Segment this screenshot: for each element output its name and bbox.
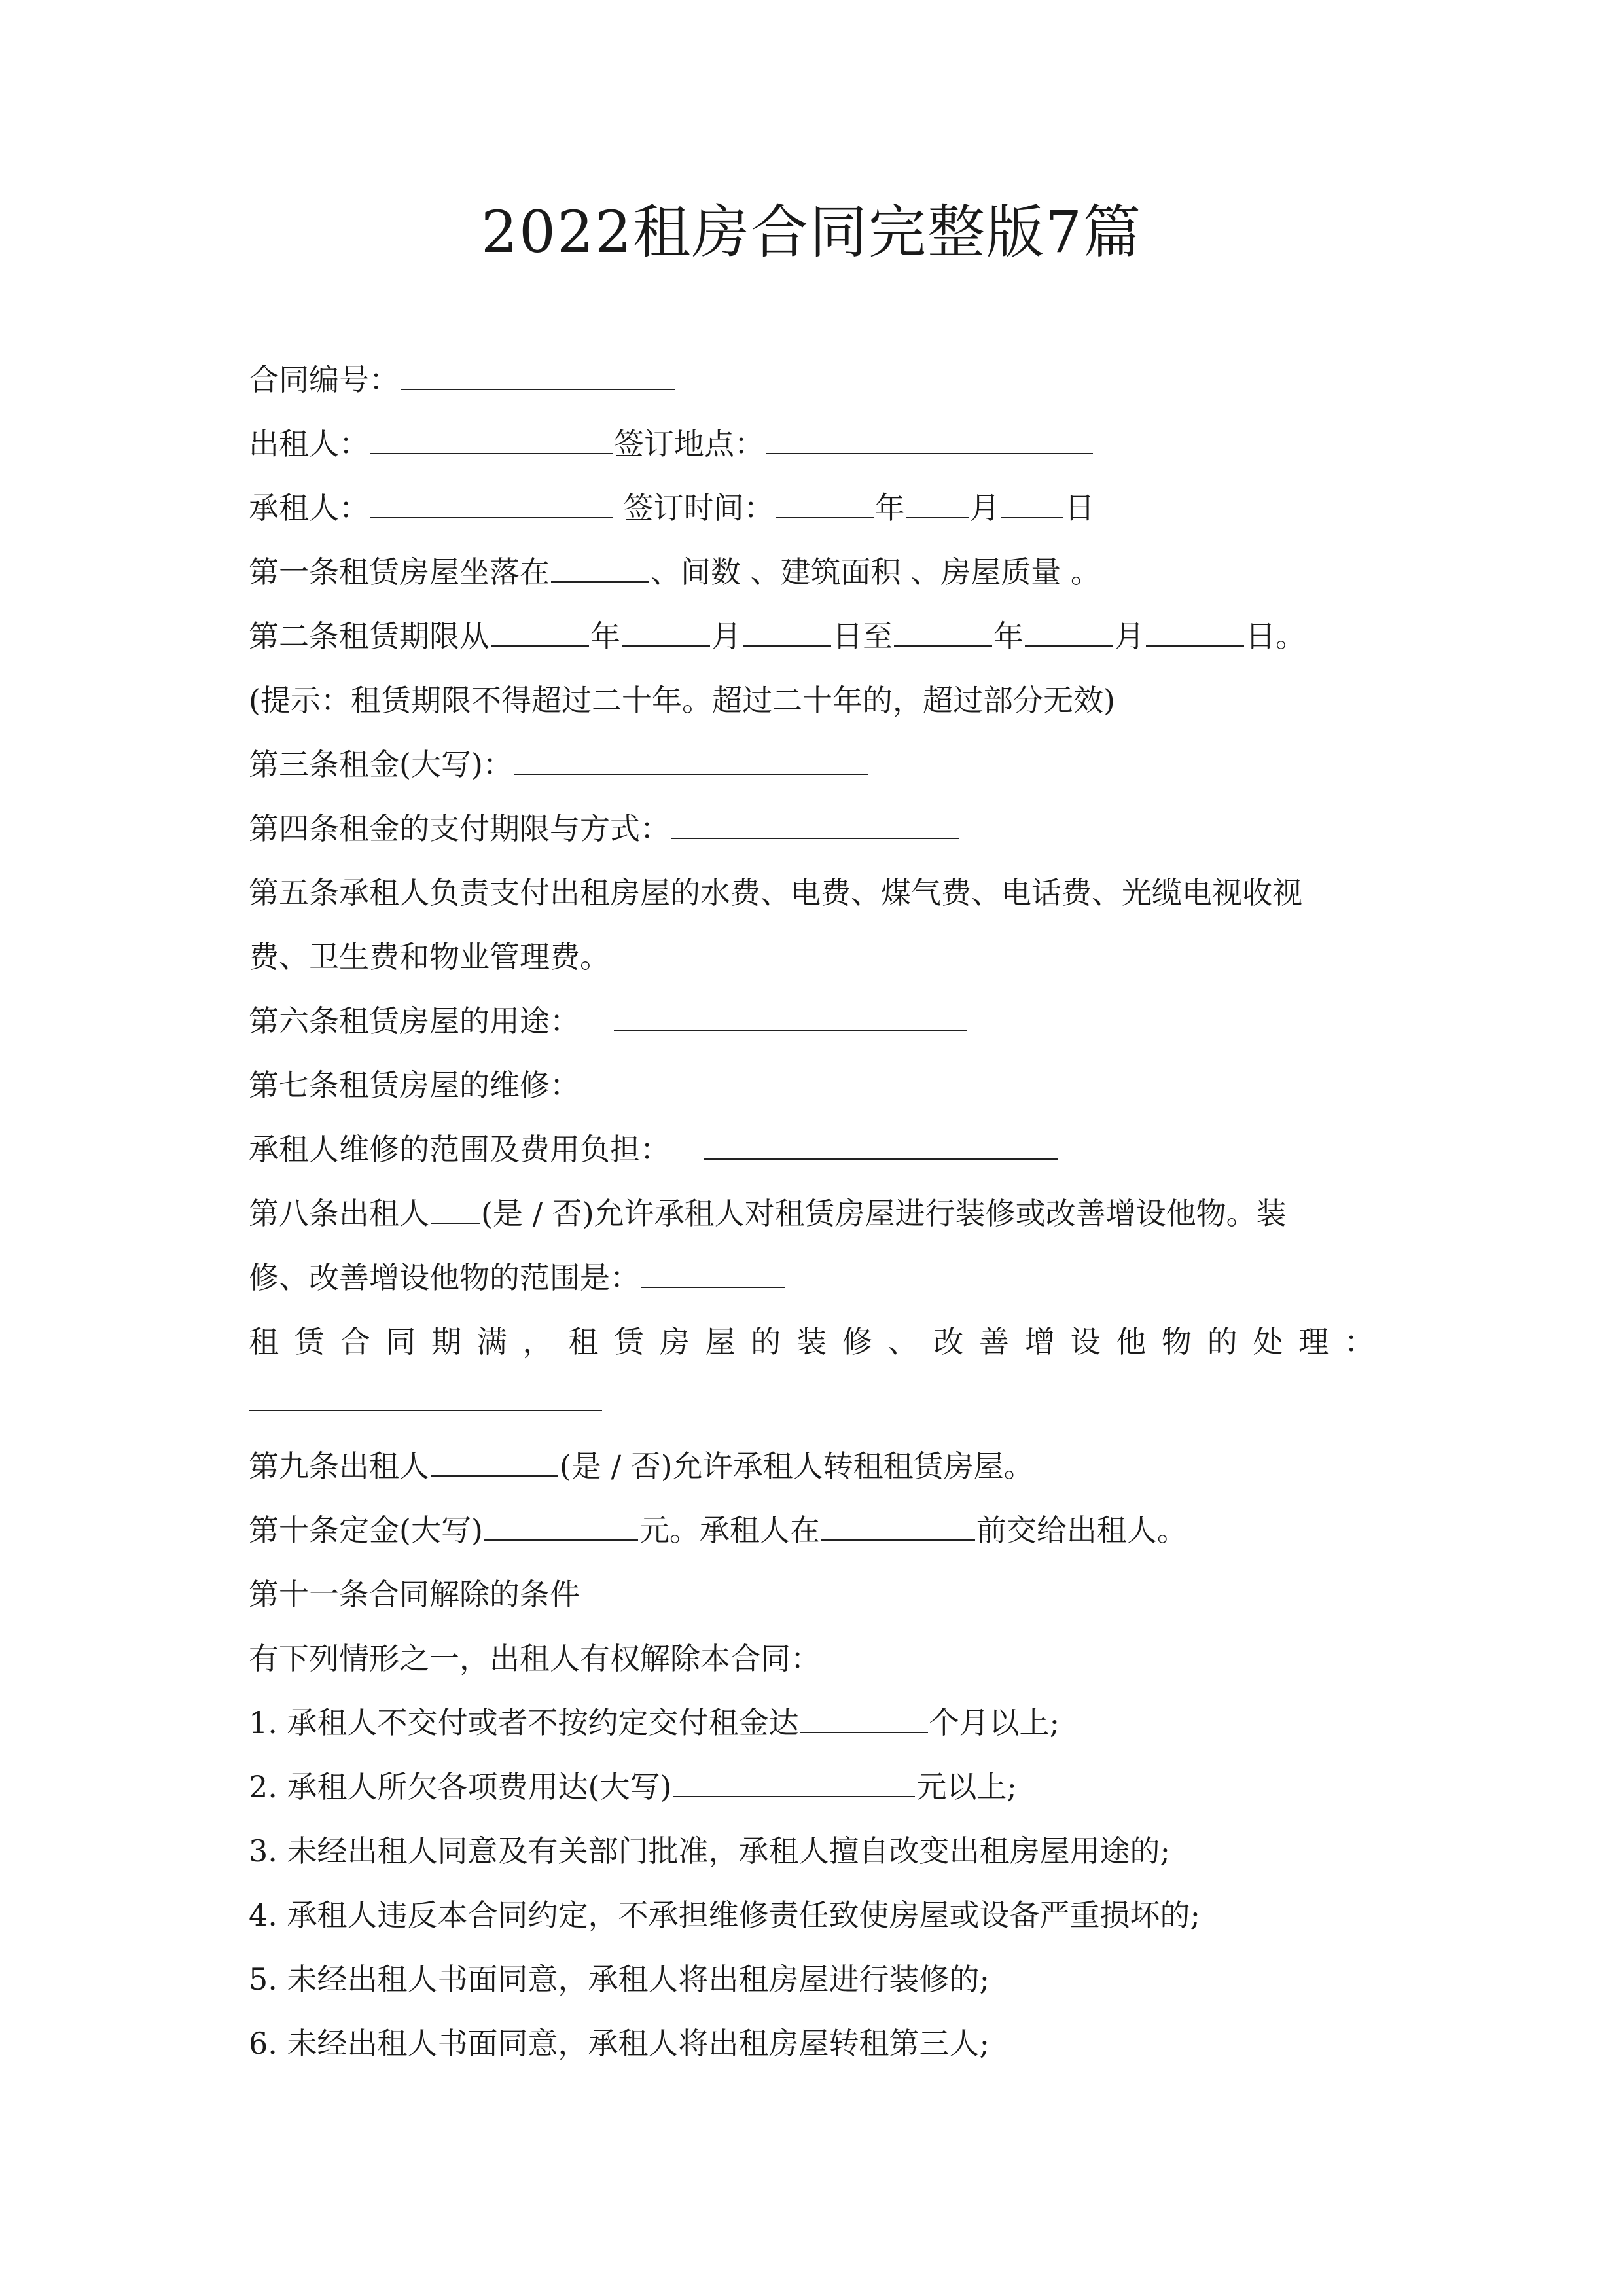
- term-hint: (提示：租赁期限不得超过二十年。超过二十年的，超过部分无效): [249, 683, 1115, 718]
- clause-item-3: 3. 未经出租人同意及有关部门批准，承租人擅自改变出租房屋用途的;: [249, 1833, 1171, 1869]
- sublease-allow-blank: [431, 1444, 558, 1477]
- char-1: 赁: [294, 1324, 325, 1359]
- article-2: [249, 613, 1306, 659]
- start-year-blank: [491, 614, 589, 647]
- article-3-text: 第三条租金(大写)：: [249, 747, 513, 782]
- article-3: [249, 742, 869, 787]
- lessor-label: 出租人：: [249, 426, 369, 461]
- char-13: 修: [842, 1324, 872, 1359]
- article-7-sub: [249, 1126, 1059, 1172]
- lessee-label: 承租人：: [249, 490, 369, 526]
- clause-item-2-rest: 元以上;: [916, 1769, 1017, 1804]
- char-2: 合: [340, 1324, 370, 1359]
- sign-place-blank: [766, 422, 1093, 454]
- article-1: [249, 549, 1101, 595]
- article-4: [249, 806, 961, 852]
- sign-month-label: 月: [969, 490, 1000, 526]
- article-11-intro: 有下列情形之一，出租人有权解除本合同：: [249, 1641, 821, 1676]
- char-12: 装: [796, 1324, 827, 1359]
- usage-blank: [614, 999, 967, 1031]
- article-7-sub-text: 承租人维修的范围及费用负担：: [249, 1132, 670, 1167]
- lessor-line: [249, 421, 1094, 467]
- start-to-label: 日至: [832, 619, 893, 654]
- article-8-text-b: (是 / 否)允许承租人对租赁房屋进行装修或改善增设他物。装: [481, 1196, 1287, 1231]
- article-6-text: 第六条租赁房屋的用途：: [249, 1003, 580, 1039]
- end-day-blank: [1146, 614, 1244, 647]
- document-title: 2022租房合同完整版7篇: [481, 198, 1142, 266]
- char-15: 改: [933, 1324, 964, 1359]
- end-year-label: 年: [993, 619, 1024, 654]
- char-7: 租: [568, 1324, 599, 1359]
- char-14: 、: [887, 1324, 918, 1359]
- clause-item-1-rest: 个月以上;: [929, 1705, 1060, 1740]
- clause-item-1-text: 1. 承租人不交付或者不按约定交付租金达: [249, 1705, 799, 1740]
- char-4: 期: [431, 1324, 461, 1359]
- char-8: 赁: [614, 1324, 644, 1359]
- article-1-rest: 、间数 、建筑面积 、房屋质量 。: [651, 554, 1101, 590]
- article-2-text: 第二条租赁期限从: [249, 619, 490, 654]
- sign-month-blank: [906, 486, 969, 518]
- article-8-text-a: 第八条出租人: [249, 1196, 429, 1231]
- article-1-text: 第一条租赁房屋坐落在: [249, 554, 550, 590]
- char-16: 善: [979, 1324, 1009, 1359]
- clause-item-2-text: 2. 承租人所欠各项费用达(大写): [249, 1769, 672, 1804]
- article-9-text-b: (是 / 否)允许承租人转租租赁房屋。: [560, 1448, 1034, 1484]
- rent-amount-blank: [514, 742, 868, 775]
- decoration-scope-blank: [641, 1255, 785, 1288]
- sign-year-blank: [776, 486, 874, 518]
- article-10-text-a: 第十条定金(大写): [249, 1513, 483, 1548]
- article-9-text-a: 第九条出租人: [249, 1448, 429, 1484]
- lessee-blank: [370, 486, 613, 518]
- payment-method-blank: [671, 806, 959, 839]
- char-21: 的: [1207, 1324, 1238, 1359]
- sign-day-label: 日: [1064, 490, 1095, 526]
- char-9: 房: [659, 1324, 690, 1359]
- article-8-line-1: [249, 1191, 1287, 1236]
- clause-item-6: 6. 未经出租人书面同意，承租人将出租房屋转租第三人;: [249, 2026, 990, 2061]
- article-10: [249, 1507, 1187, 1553]
- article-4-text: 第四条租金的支付期限与方式：: [249, 811, 670, 846]
- contract-number-blank: [401, 357, 675, 390]
- start-month-blank: [622, 614, 710, 647]
- article-8-line-2: [249, 1255, 787, 1300]
- clause-item-1: [249, 1700, 1060, 1746]
- char-24: ：: [1344, 1324, 1374, 1359]
- sign-year-label: 年: [874, 490, 905, 526]
- end-year-blank: [894, 614, 992, 647]
- char-22: 处: [1253, 1324, 1283, 1359]
- char-19: 他: [1116, 1324, 1147, 1359]
- arrears-amount-blank: [673, 1765, 915, 1797]
- article-11: 第十一条合同解除的条件: [249, 1577, 580, 1612]
- lessor-blank: [370, 422, 613, 454]
- deposit-date-blank: [821, 1508, 975, 1541]
- article-10-text-c: 前交给出租人。: [976, 1513, 1187, 1548]
- location-blank: [551, 550, 649, 583]
- contract-number-line: [249, 357, 677, 403]
- char-11: 的: [751, 1324, 781, 1359]
- clause-item-5: 5. 未经出租人书面同意，承租人将出租房屋进行装修的;: [249, 1962, 990, 1997]
- article-7: 第七条租赁房屋的维修：: [249, 1067, 580, 1103]
- char-17: 增: [1024, 1324, 1055, 1359]
- end-month-blank: [1025, 614, 1113, 647]
- article-6: [249, 998, 969, 1044]
- char-5: 满: [476, 1324, 507, 1359]
- end-month-label: 月: [1115, 619, 1145, 654]
- repair-scope-blank: [704, 1127, 1058, 1160]
- sign-place-label: 签订地点：: [614, 426, 764, 461]
- char-20: 物: [1162, 1324, 1192, 1359]
- deposit-amount-blank: [484, 1508, 638, 1541]
- char-23: 理: [1298, 1324, 1329, 1359]
- start-month-label: 月: [711, 619, 741, 654]
- article-9: [249, 1443, 1034, 1489]
- article-8-line-3: [249, 1319, 1374, 1365]
- char-3: 同: [385, 1324, 416, 1359]
- arrears-months-blank: [800, 1700, 928, 1733]
- char-0: 租: [249, 1324, 279, 1359]
- start-day-blank: [743, 614, 831, 647]
- sign-day-blank: [1001, 486, 1063, 518]
- end-day-label: 日。: [1245, 619, 1306, 654]
- clause-item-2: [249, 1764, 1017, 1810]
- article-10-text-b: 元。承租人在: [639, 1513, 820, 1548]
- article-5-line-1: 第五条承租人负责支付出租房屋的水费、电费、煤气费、电话费、光缆电视收视: [249, 875, 1302, 910]
- expiry-handling-blank: [249, 1408, 602, 1411]
- sign-time-label: 签订时间：: [623, 490, 774, 526]
- article-5-line-2: 费、卫生费和物业管理费。: [249, 939, 610, 975]
- contract-number-label: 合同编号：: [249, 362, 399, 397]
- lessee-line: [249, 485, 1095, 531]
- char-18: 设: [1070, 1324, 1101, 1359]
- decoration-allow-blank: [431, 1191, 480, 1224]
- clause-item-4: 4. 承租人违反本合同约定，不承担维修责任致使房屋或设备严重损坏的;: [249, 1897, 1201, 1933]
- article-8-line-2-text: 修、改善增设他物的范围是：: [249, 1260, 640, 1295]
- char-10: 屋: [705, 1324, 736, 1359]
- char-6: ，: [522, 1324, 553, 1359]
- start-year-label: 年: [590, 619, 620, 654]
